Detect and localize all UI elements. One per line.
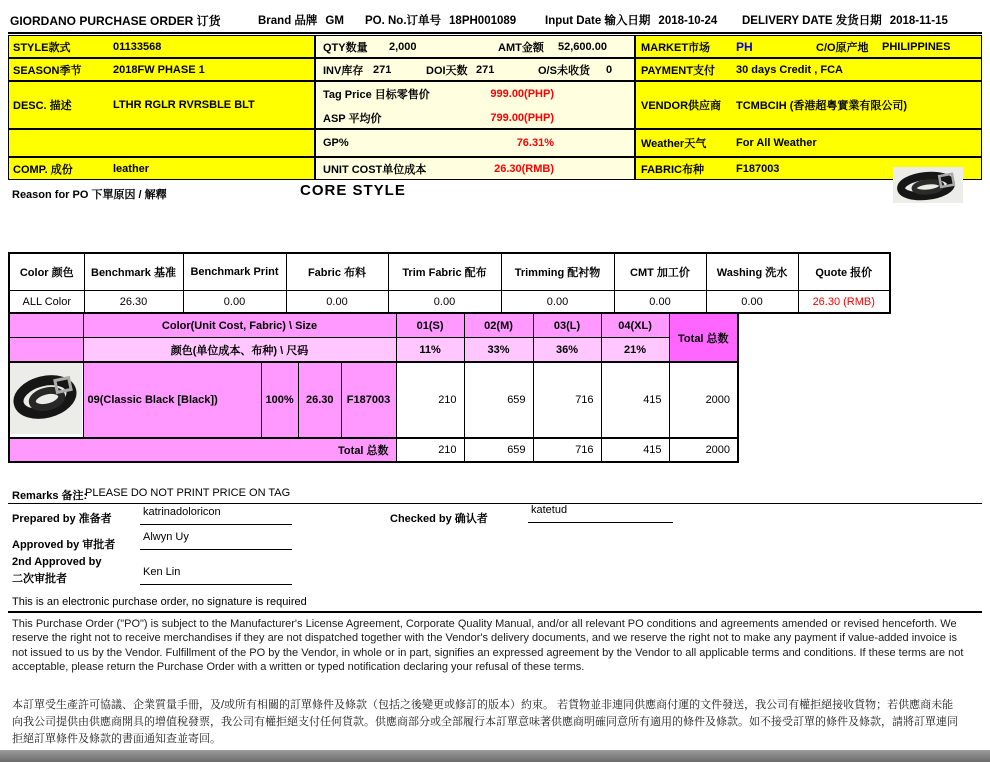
brand-label: Brand 品牌 (258, 15, 318, 27)
quote-header-row (9, 253, 890, 291)
header-divider (8, 32, 982, 34)
size-table-wrap (8, 312, 739, 463)
country-origin-value: PHILIPPINES (882, 40, 951, 53)
checked-by-field[interactable]: katetud (528, 504, 673, 523)
quote-header-cmt: CMT 加工价 (614, 253, 706, 291)
color-row (9, 362, 738, 438)
delivery-date-label: DELIVERY DATE 发货日期 (742, 15, 882, 27)
gp-label: GP% (323, 137, 349, 149)
qty-amt-cell (315, 35, 635, 58)
quote-cell-trimming: 0.00 (501, 291, 614, 314)
electronic-po-note: This is an electronic purchase order, no signature is required (12, 596, 307, 608)
size-header-title-en: Color(Unit Cost, Fabric) \ Size (83, 313, 396, 338)
os-value: 0 (606, 63, 613, 76)
size-header-image-spacer (9, 313, 83, 338)
composition-value: leather (113, 162, 150, 175)
weather-label: Weather天气 (641, 138, 707, 150)
brand-field (258, 12, 344, 28)
size-header-total: Total 总数 (669, 313, 738, 362)
quote-header-fabric: Fabric 布料 (286, 253, 388, 291)
brand-value: GM (325, 15, 344, 27)
total-row (9, 438, 738, 462)
os-label: O/S未收货 (538, 64, 590, 77)
core-style-text: CORE STYLE (300, 182, 406, 199)
color-row-thumbnail-cell (9, 362, 83, 438)
color-qty-xl: 415 (601, 362, 669, 438)
quote-header-washing: Washing 洗水 (706, 253, 798, 291)
quote-cell-washing: 0.00 (706, 291, 798, 314)
size-header-row-2 (9, 338, 738, 363)
prepared-by-field[interactable]: katrinadoloricon (140, 506, 292, 525)
vendor-label: VENDOR供应商 (641, 100, 722, 112)
quote-table (8, 252, 891, 314)
asp-value: 799.00(PHP) (490, 112, 554, 124)
quote-cell-trim-fabric: 0.00 (388, 291, 501, 314)
color-name: 09(Classic Black [Black]) (83, 362, 261, 438)
color-qty-total: 2000 (669, 362, 738, 438)
unit-cost-value: 26.30(RMB) (494, 162, 554, 175)
delivery-date-field (742, 12, 948, 28)
inv-label: INV库存 (323, 64, 364, 77)
terms-divider (8, 611, 982, 613)
po-number-field (365, 12, 516, 28)
payment-cell (635, 58, 982, 81)
payment-value: 30 days Credit , FCA (736, 63, 843, 76)
tag-price-label: Tag Price 目标零售价 (323, 89, 430, 101)
empty-cell (8, 129, 315, 157)
fabric-value: F187003 (736, 162, 780, 175)
quote-header-quote: Quote 报价 (798, 253, 890, 291)
size-header-m: 02(M) (464, 313, 533, 338)
qty-value: 2,000 (389, 40, 417, 53)
total-qty-m: 659 (464, 438, 533, 462)
belt-thumbnail-image (10, 363, 82, 434)
color-qty-s: 210 (396, 362, 464, 438)
market-value: PH (736, 39, 753, 54)
description-label: DESC. 描述 (13, 100, 72, 112)
total-qty-l: 716 (533, 438, 601, 462)
vendor-value: TCMBCIH (香港超粤實業有限公司) (736, 100, 908, 112)
total-qty-xl: 415 (601, 438, 669, 462)
season-value: 2018FW PHASE 1 (113, 63, 205, 76)
style-cell (8, 35, 315, 58)
second-approved-by-label-en: 2nd Approved by (12, 556, 102, 568)
gp-cell (315, 129, 635, 157)
input-date-field (545, 12, 717, 28)
checked-by-label: Checked by 确认者 (390, 513, 488, 525)
po-number-value: 18PH001089 (449, 15, 517, 27)
second-approved-by-label-cn: 二次审批者 (12, 573, 67, 585)
remarks-divider (8, 503, 982, 504)
weather-cell (635, 129, 982, 157)
size-ratio-l: 36% (533, 338, 601, 363)
total-qty-s: 210 (396, 438, 464, 462)
size-header-title-cn: 颜色(单位成本、布种) \ 尺码 (83, 338, 396, 363)
asp-label: ASP 平均价 (323, 113, 382, 125)
remarks-label: Remarks 备注: (12, 490, 88, 502)
approved-by-label: Approved by 审批者 (12, 539, 116, 551)
market-label: MARKET市场 (641, 41, 711, 54)
doi-value: 271 (476, 63, 495, 76)
remarks-value: PLEASE DO NOT PRINT PRICE ON TAG (85, 487, 291, 499)
total-row-label: Total 总数 (9, 438, 396, 462)
qty-label: QTY数量 (323, 41, 368, 54)
belt-photo-image (893, 167, 963, 203)
inv-value: 271 (373, 63, 392, 76)
belt-photo (893, 167, 963, 203)
quote-table-wrap (8, 252, 891, 314)
quote-cell-benchmark-print: 0.00 (183, 291, 286, 314)
market-co-cell (635, 35, 982, 58)
size-ratio-m: 33% (464, 338, 533, 363)
input-date-value: 2018-10-24 (658, 15, 718, 27)
bottom-window-edge (0, 750, 990, 762)
quote-cell-color: ALL Color (9, 291, 84, 314)
country-origin-label: C/O原产地 (816, 41, 869, 54)
inventory-cell (315, 58, 635, 81)
size-ratio-s: 11% (396, 338, 464, 363)
terms-chinese: 本訂單受生產許可協議、企業質量手冊，及/或所有相關的訂單條件及條款（包括之後變更或修訂的版本）約束。 若貨物並非連同供應商付運的文件發送，我公司有權拒絕接收貨物；若供應商未能向我公司提供由供應商開具的增值稅發票，我公司有權拒絕支付任何貨款。供應商部分或全部履行本訂單意味著供應商明確同意所有適用的條件及條款。如不接受訂單的條件及條款，請將訂單連同拒絕訂單條件及條款的書面通知查並寄回。 (12, 699, 958, 745)
unit-cost-cell (315, 157, 635, 180)
po-number-label: PO. No.订单号 (365, 15, 442, 27)
size-header-s: 01(S) (396, 313, 464, 338)
quote-cell-quote: 26.30 (RMB) (798, 291, 890, 314)
color-unit-cost: 26.30 (298, 362, 341, 438)
quote-header-trim-fabric: Trim Fabric 配布 (388, 253, 501, 291)
quote-data-row (9, 291, 890, 314)
quote-cell-cmt: 0.00 (614, 291, 706, 314)
second-approved-by-field[interactable]: Ken Lin (140, 566, 292, 585)
prepared-by-label: Prepared by 准备者 (12, 513, 112, 525)
price-cell (315, 81, 635, 129)
gp-value: 76.31% (516, 137, 554, 149)
weather-value: For All Weather (736, 137, 817, 149)
reason-for-po-label: Reason for PO 下單原因 / 解釋 (12, 189, 167, 201)
quote-header-benchmark: Benchmark 基准 (84, 253, 183, 291)
payment-label: PAYMENT支付 (641, 64, 715, 77)
quote-cell-benchmark: 26.30 (84, 291, 183, 314)
color-fabric: F187003 (341, 362, 396, 438)
terms-english: This Purchase Order ("PO") is subject to the Manufacturer's License Agreement, Corporate Quality Manual, and/or all relevant PO conditions and agreements amended or revised henceforth. We reserve the right not to receive merchandises if they are not dispatched together with the Vendor's delivery documents, and we reserve the right not to make any payment if value-added invoice is not issued to us by the Vendor. Fulfillment of the PO by the Vendor, in whole or in part, signifies an expressed agreement by the Vendor to all applicable terms and conditions. If these terms are not acceptable, please return the Purchase Order with a written or typed notification declaring your refusal of these terms. (12, 618, 964, 674)
size-header-row-1 (9, 313, 738, 338)
style-value: 01133568 (113, 40, 162, 53)
amt-label: AMT金额 (498, 41, 544, 54)
season-cell (8, 58, 315, 81)
size-header-image-spacer-2 (9, 338, 83, 363)
amt-value: 52,600.00 (558, 40, 607, 53)
color-pct: 100% (261, 362, 298, 438)
tag-price-value: 999.00(PHP) (490, 88, 554, 100)
total-qty-total: 2000 (669, 438, 738, 462)
input-date-label: Input Date 输入日期 (545, 15, 651, 27)
vendor-cell (635, 81, 982, 129)
quote-header-benchmark-print: Benchmark Print (183, 253, 286, 291)
quote-cell-fabric: 0.00 (286, 291, 388, 314)
composition-cell (8, 157, 315, 180)
size-table (8, 312, 739, 463)
style-label: STYLE款式 (13, 41, 71, 54)
color-qty-l: 716 (533, 362, 601, 438)
unit-cost-label: UNIT COST单位成本 (323, 163, 427, 176)
page-title: GIORDANO PURCHASE ORDER 订货 (10, 14, 221, 28)
quote-header-trimming: Trimming 配衬物 (501, 253, 614, 291)
size-header-xl: 04(XL) (601, 313, 669, 338)
quote-header-color: Color 颜色 (9, 253, 84, 291)
size-header-l: 03(L) (533, 313, 601, 338)
composition-label: COMP. 成份 (13, 163, 73, 176)
size-ratio-xl: 21% (601, 338, 669, 363)
description-value: LTHR RGLR RVRSBLE BLT (113, 99, 255, 111)
description-cell (8, 81, 315, 129)
color-qty-m: 659 (464, 362, 533, 438)
delivery-date-value: 2018-11-15 (889, 15, 948, 27)
fabric-label: FABRIC布种 (641, 163, 704, 176)
season-label: SEASON季节 (13, 64, 82, 77)
tag-price-row (316, 82, 634, 106)
doi-label: DOI天数 (426, 64, 468, 77)
approved-by-field[interactable]: Alwyn Uy (140, 531, 292, 550)
asp-row (316, 106, 634, 130)
